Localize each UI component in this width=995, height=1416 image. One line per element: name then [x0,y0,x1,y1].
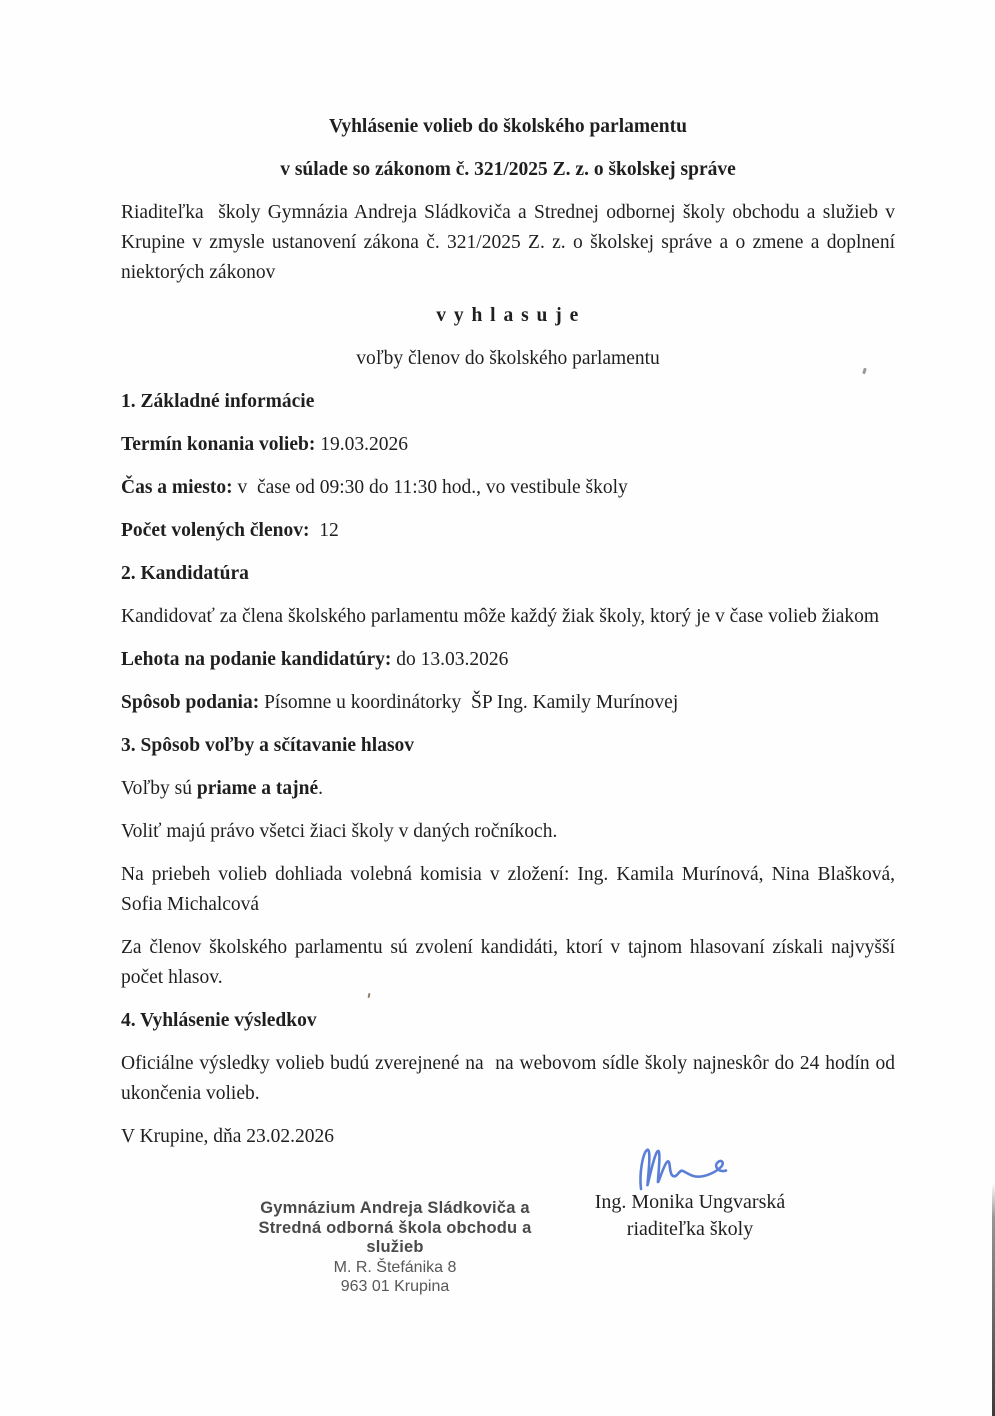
dateline: V Krupine, dňa 23.02.2026 [121,1126,335,1147]
stamp-school-name-line2: Stredná odborná škola obchodu a služieb [258,1218,532,1256]
declaration-object: voľby členov do školského parlamentu [356,348,660,369]
section-1-heading: 1. Základné informácie [121,391,315,412]
intro-paragraph: Riaditeľka školy Gymnázia Andreja Sládkoviča a Strednej odbornej školy obchodu a služieb v Krupine v zmysle ustanovení zákona č. 321/2025 Z. z. o školskej správe a o zmene a doplnení niektorých zákonov [121,202,900,283]
results-publication-paragraph: Oficiálne výsledky volieb budú zverejnené na na webovom sídle školy najneskôr do 24 hodín od ukončenia volieb. [121,1053,900,1104]
election-date-item [121,430,895,460]
election-committee-paragraph: Na priebeh volieb dohliada volebná komisia v zložení: Ing. Kamila Murínová, Nina Blašková, Sofia Michalcová [121,864,900,915]
member-count-value: 12 [314,520,339,541]
submission-method-label: Spôsob podania: [121,692,260,713]
submission-method-item [121,688,895,718]
time-place-label: Čas a miesto: [121,477,233,498]
time-place-value: v čase od 09:30 do 11:30 hod., vo vestibule školy [237,477,628,498]
stamp-city-address: 963 01 Krupina [340,1278,450,1295]
document-subtitle: v súlade so zákonom č. 321/2025 Z. z. o školskej správe [280,159,736,180]
direct-secret-bold: priame a tajné [196,778,319,799]
voting-rights-paragraph: Voliť majú právo všetci žiaci školy v daných ročníkoch. [121,821,558,842]
election-date-label: Termín konania volieb: [121,434,316,455]
scan-speck [368,993,371,998]
submission-method-value: Písomne u koordinátorky ŠP Ing. Kamily Murínovej [264,692,679,713]
declaration-word: v y h l a s u j e [436,305,580,326]
section-3-heading: 3. Spôsob voľby a sčítavanie hlasov [121,735,415,756]
candidacy-eligibility-paragraph: Kandidovať za člena školského parlamentu môže každý žiak školy, ktorý je v čase volieb žiakom [121,606,880,627]
document-title: Vyhlásenie volieb do školského parlamentu [329,116,687,137]
direct-secret-paragraph [121,774,895,804]
member-count-item [121,516,895,546]
time-place-item [121,473,895,503]
signatory-block [578,1189,802,1243]
signature-handwriting-icon [632,1141,736,1193]
candidacy-deadline-value: do 13.03.2026 [396,649,509,670]
member-count-label: Počet volených členov: [121,520,310,541]
election-date-value: 19.03.2026 [320,434,408,455]
stamp-street-address: M. R. Štefánika 8 [333,1258,457,1276]
school-stamp [233,1199,557,1297]
candidacy-deadline-label: Lehota na podanie kandidatúry: [121,649,392,670]
candidacy-deadline-item [121,645,895,675]
direct-secret-suffix: . [318,778,324,799]
signatory-name: Ing. Monika Ungvarská [594,1191,786,1213]
winners-paragraph: Za členov školského parlamentu sú zvolení kandidáti, ktorí v tajnom hlasovaní získali najvyšší počet hlasov. [121,937,900,988]
section-2-heading: 2. Kandidatúra [121,563,249,584]
signatory-role: riaditeľka školy [626,1218,754,1240]
section-4-heading: 4. Vyhlásenie výsledkov [121,1010,317,1031]
stamp-school-name-line1: Gymnázium Andreja Sládkoviča a [260,1199,530,1217]
direct-secret-prefix: Voľby sú [121,778,192,799]
